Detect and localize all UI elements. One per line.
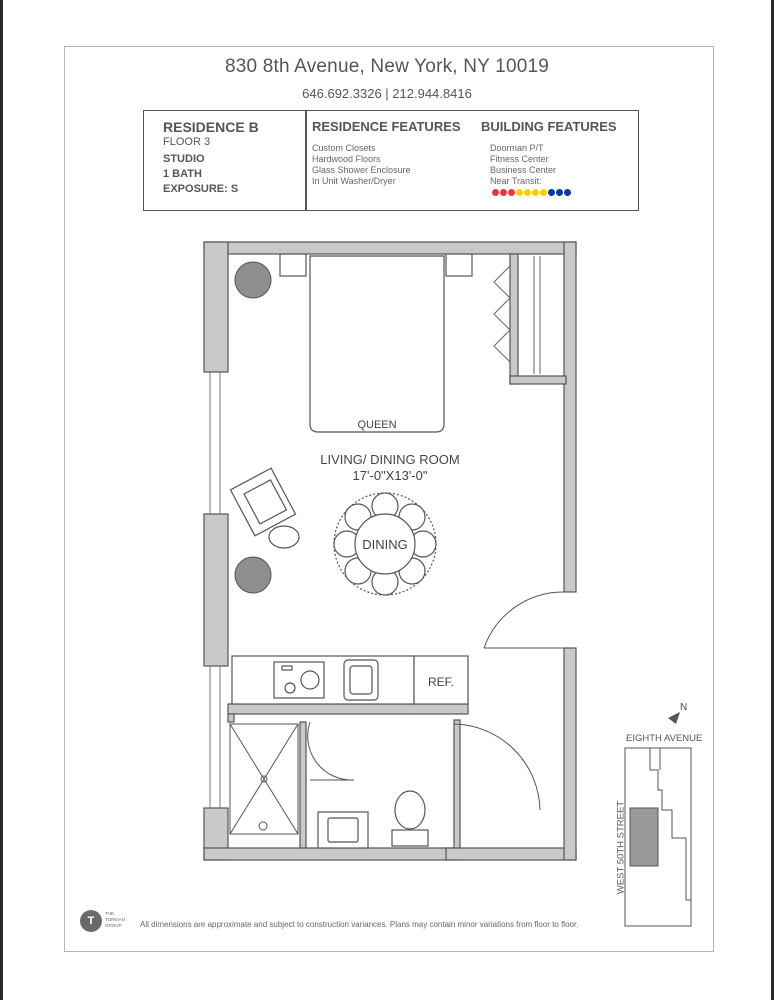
residence-type: STUDIO: [163, 153, 205, 165]
building-features-heading: BUILDING FEATURES: [481, 119, 617, 134]
building-feature-item: Near Transit:: [490, 176, 542, 186]
north-label: N: [680, 702, 688, 713]
residence-feature-item: In Unit Washer/Dryer: [312, 176, 396, 186]
west-50th-street-label: WEST 50TH STREET: [615, 800, 627, 895]
shower: [230, 724, 298, 834]
building-address: 830 8th Avenue, New York, NY 10019: [224, 56, 550, 77]
logo-name: THE TORKIAN GROUP: [105, 911, 125, 928]
building-feature-item: Business Center: [490, 165, 557, 175]
disclaimer: All dimensions are approximate and subject to construction variances. Plans may contain minor variations from floor to floor.: [140, 920, 579, 929]
bed-label: QUEEN: [357, 419, 397, 431]
bathroom-door: [308, 722, 540, 810]
eighth-avenue-label: EIGHTH AVENUE: [626, 733, 703, 744]
residence-feature-item: Glass Shower Enclosure: [312, 165, 411, 175]
residence-exposure: EXPOSURE: S: [163, 183, 239, 195]
room-dimensions: 17'-0"X13'-0": [352, 468, 428, 483]
torkian-logo-icon: T: [80, 910, 102, 932]
bathroom-fixtures: [318, 791, 428, 848]
room-name: LIVING/ DINING ROOM: [320, 452, 460, 467]
residence-title: RESIDENCE B: [163, 119, 259, 135]
residence-bath: 1 BATH: [163, 168, 202, 180]
building-feature-item: Fitness Center: [490, 154, 549, 164]
queen-bed: [280, 254, 472, 432]
residence-features-heading: RESIDENCE FEATURES: [312, 119, 461, 134]
residence-feature-item: Custom Closets: [312, 143, 376, 153]
refrigerator-label: REF.: [427, 675, 455, 689]
key-map: [625, 748, 691, 926]
dining-label: DINING: [362, 537, 408, 552]
armchair: [230, 468, 299, 548]
building-feature-item: Doorman P/T: [490, 143, 544, 153]
residence-feature-item: Hardwood Floors: [312, 154, 381, 164]
north-arrow-icon: [668, 712, 680, 724]
phone-numbers: 646.692.3326 | 212.944.8416: [302, 86, 472, 101]
entry-door: [484, 592, 566, 648]
side-table: [235, 262, 271, 298]
side-table: [235, 557, 271, 593]
residence-floor: FLOOR 3: [163, 136, 211, 148]
